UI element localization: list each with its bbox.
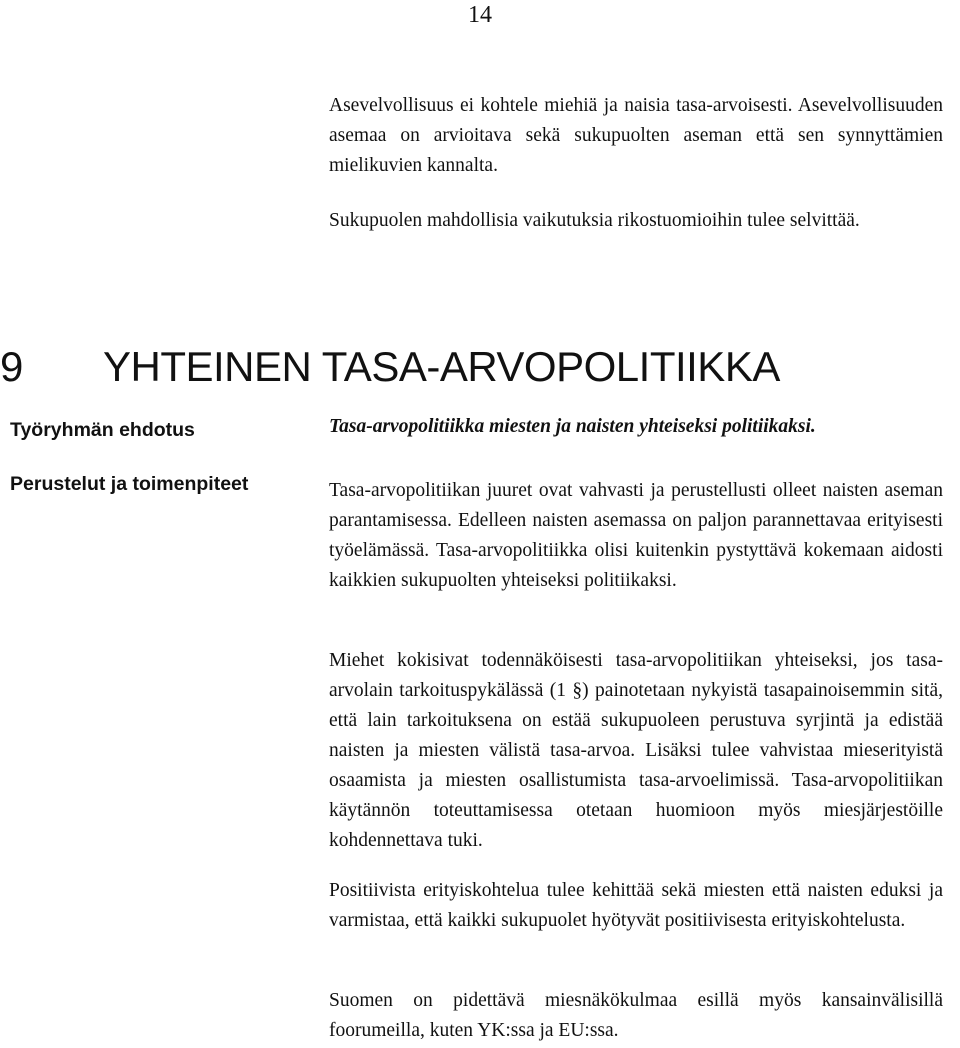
body-paragraph-positive-action: Positiivista erityiskohtelua tulee kehittää sekä miesten että naisten eduksi ja varmistaa, että kaikki sukupuolet hyötyvät positiivisesta erityiskohtelusta. (329, 880, 943, 931)
chapter-number: 9 (0, 343, 23, 390)
body-paragraph-men: Miehet kokisivat todennäköisesti tasa-arvopolitiikan yhteiseksi, jos tasa-arvolain tarkoituspykälässä (1 §) painotetaan nykyistä tasapainoisemmin sitä, että lain tarkoituksena on estää sukupuoleen perustuva syrjintä ja edistää naisten ja miesten välistä tasa-arvoa. Lisäksi tulee vahvistaa mieserityistä osaamista ja miesten osallistumista tasa-arvoelimissä. Tasa-arvopolitiikan käytännön toteuttamisessa otetaan huomioon myös miesjärjestöille kohdennettava tuki. (329, 650, 943, 851)
sidebar-proposal-label: Työryhmän ehdotus (10, 419, 195, 441)
sidebar-rationale-label: Perustelut ja toimenpiteet (10, 473, 249, 495)
chapter-title: YHTEINEN TASA-ARVOPOLITIIKKA (103, 343, 780, 390)
body-paragraph-international: Suomen on pidettävä miesnäkökulmaa esillä myös kansainvälisillä foorumeilla, kuten YK:ssa ja EU:ssa. (329, 990, 943, 1041)
body-paragraph-roots: Tasa-arvopolitiikan juuret ovat vahvasti ja perustellusti olleet naisten aseman parantamisessa. Edelleen naisten asemassa on paljon parannettavaa erityisesti työelämässä. Tasa-arvopolitiikka olisi kuitenkin pystyttävä kokemaan aidosti kaikkien sukupuolten yhteiseksi politiikaksi. (329, 480, 943, 591)
proposal-statement: Tasa-arvopolitiikka miesten ja naisten yhteiseksi politiikaksi. (329, 416, 816, 437)
intro-paragraph-sentencing: Sukupuolen mahdollisia vaikutuksia rikostuomioihin tulee selvittää. (329, 210, 860, 231)
page-number: 14 (468, 2, 492, 28)
chapter-heading (0, 338, 960, 396)
intro-paragraph-conscription: Asevelvollisuus ei kohtele miehiä ja naisia tasa-arvoisesti. Asevelvollisuuden asemaa on arvioitava sekä sukupuolten aseman että sen synnyttämien mielikuvien kannalta. (329, 95, 943, 176)
